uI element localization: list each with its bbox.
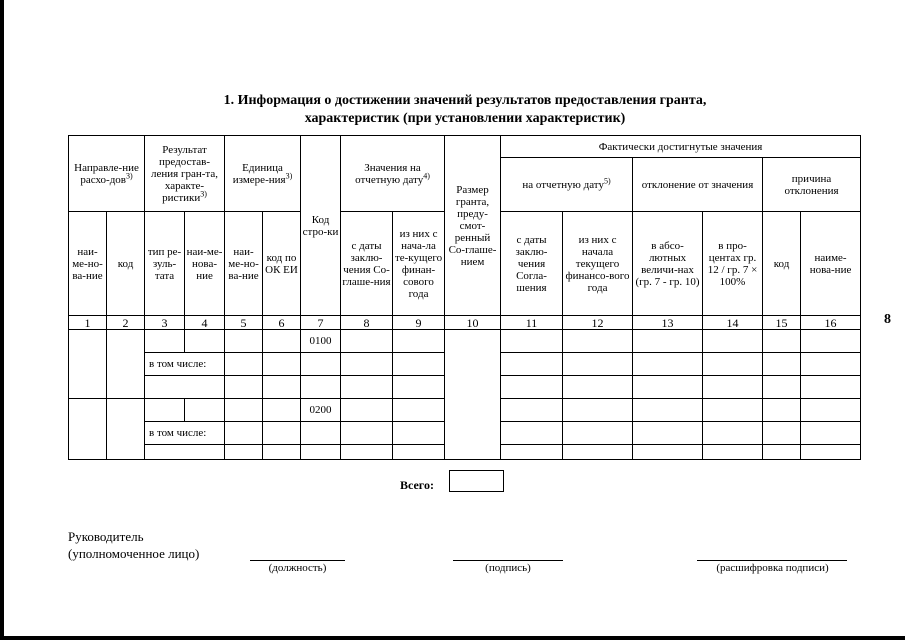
table-cell — [225, 353, 263, 376]
subheader-unit-name: наи-ме-но-ва-ние — [225, 212, 263, 316]
scan-edge-bottom — [0, 636, 905, 640]
subheader-reason-name: наиме-нова-ние — [801, 212, 861, 316]
table-cell — [107, 330, 145, 399]
table-cell — [301, 376, 341, 399]
table-cell — [633, 330, 703, 353]
column-number: 12 — [563, 316, 633, 330]
table-cell — [703, 353, 763, 376]
signature-head-line-1: Руководитель — [68, 529, 144, 544]
table-cell — [563, 376, 633, 399]
subheader-actual-from-agreement: с даты заклю-чения Согла-шения — [501, 212, 563, 316]
table-cell — [501, 445, 563, 460]
table-cell — [225, 399, 263, 422]
table-cell — [225, 445, 263, 460]
table-cell — [341, 422, 393, 445]
column-number: 16 — [801, 316, 861, 330]
scan-edge-left — [0, 0, 4, 640]
table-cell — [393, 399, 445, 422]
header-deviation-reason: причина отклонения — [763, 158, 861, 212]
column-number: 3 — [145, 316, 185, 330]
total-value-box — [449, 470, 504, 492]
table-cell — [145, 376, 225, 399]
table-cell — [393, 445, 445, 460]
table-cell — [185, 330, 225, 353]
table-cell — [501, 353, 563, 376]
table-cell — [263, 376, 301, 399]
column-number: 9 — [393, 316, 445, 330]
column-number: 14 — [703, 316, 763, 330]
table-cell — [341, 445, 393, 460]
table-cell — [341, 399, 393, 422]
including-label: в том числе: — [145, 353, 225, 376]
table-cell — [301, 422, 341, 445]
table-cell — [563, 422, 633, 445]
table-cell — [69, 399, 107, 460]
header-actual-at-date: на отчетную дату$^{5)}$ — [501, 158, 633, 212]
table-cell — [763, 330, 801, 353]
table-cell — [393, 353, 445, 376]
table-cell — [801, 353, 861, 376]
column-number: 13 — [633, 316, 703, 330]
sign-caption: (подпись) — [485, 562, 531, 574]
table-cell — [393, 330, 445, 353]
table-cell — [801, 330, 861, 353]
subheader-reason-code: код — [763, 212, 801, 316]
signature-head — [68, 528, 199, 562]
header-row-code: Код стро-ки — [301, 136, 341, 316]
table-cell — [763, 445, 801, 460]
table-cell — [263, 445, 301, 460]
header-values-plan: Значения на отчетную дату$^{4)}$ — [341, 136, 445, 212]
table-cell — [703, 445, 763, 460]
including-label: в том числе: — [145, 422, 225, 445]
subheader-direction-name: наи-ме-но-ва-ние — [69, 212, 107, 316]
column-number: 8 — [341, 316, 393, 330]
table-cell — [801, 422, 861, 445]
table-cell — [763, 353, 801, 376]
table-cell — [501, 330, 563, 353]
signature-head-line-2: (уполномоченное лицо) — [68, 546, 200, 561]
subheader-deviation-percent: в про-центах гр. 12 / гр. 7 × 100% — [703, 212, 763, 316]
table-cell — [301, 445, 341, 460]
section-title — [120, 92, 810, 128]
row-code-cell: 0100 — [301, 330, 341, 353]
decoding-caption: (расшифровка подписи) — [716, 562, 829, 574]
table-cell — [341, 353, 393, 376]
subheader-plan-from-agreement: с даты заклю-чения Со-глаше-ния — [341, 212, 393, 316]
column-number: 11 — [501, 316, 563, 330]
title-line-2: характеристик (при установлении характеристик) — [304, 111, 626, 126]
total-label: Всего: — [400, 478, 434, 492]
table-cell — [225, 422, 263, 445]
table-cell — [145, 399, 185, 422]
column-numbers-row — [69, 316, 861, 330]
table-cell — [225, 376, 263, 399]
row-code-cell: 0200 — [301, 399, 341, 422]
subheader-actual-from-year: из них с начала текущего финансо-вого года — [563, 212, 633, 316]
column-number: 4 — [185, 316, 225, 330]
table-cell — [563, 445, 633, 460]
table-cell — [225, 330, 263, 353]
title-line-1: 1. Информация о достижении значений результатов предоставления гранта, — [223, 93, 707, 108]
column-number: 5 — [225, 316, 263, 330]
header-result: Результат предостав-ления гран-та, характе-ристики$^{3)}$ — [145, 136, 225, 212]
header-deviation: отклонение от значения — [633, 158, 763, 212]
subheader-deviation-absolute: в абсо-лютных величи-нах (гр. 7 - гр. 10) — [633, 212, 703, 316]
table-cell — [145, 445, 225, 460]
header-unit: Единица измере-ния$^{3)}$ — [225, 136, 301, 212]
column-number: 1 — [69, 316, 107, 330]
subheader-result-name: наи-ме-нова-ние — [185, 212, 225, 316]
table-cell — [563, 353, 633, 376]
header-grant-size: Размер гранта, преду-смот-ренный Со-глаше-нием — [445, 136, 501, 316]
table-cell — [69, 330, 107, 399]
table-cell — [263, 330, 301, 353]
table-row — [69, 330, 861, 353]
table-cell — [801, 376, 861, 399]
table-cell — [263, 422, 301, 445]
table-cell — [301, 353, 341, 376]
table-cell — [263, 353, 301, 376]
table-cell — [703, 422, 763, 445]
position-signature-line — [250, 560, 345, 561]
column-number: 10 — [445, 316, 501, 330]
page-number: 8 — [884, 312, 891, 327]
subheader-unit-okei: код по ОК ЕИ — [263, 212, 301, 316]
table-cell — [703, 330, 763, 353]
column-number: 2 — [107, 316, 145, 330]
table-cell — [501, 399, 563, 422]
column-number: 6 — [263, 316, 301, 330]
results-table — [68, 135, 861, 460]
table-cell — [145, 330, 185, 353]
table-cell — [801, 399, 861, 422]
table-cell — [341, 376, 393, 399]
table-cell — [501, 422, 563, 445]
decoding-signature-line — [697, 560, 847, 561]
subheader-result-type: тип ре-зуль-тата — [145, 212, 185, 316]
table-cell — [763, 399, 801, 422]
position-caption: (должность) — [268, 562, 327, 574]
table-cell — [633, 399, 703, 422]
table-cell — [393, 422, 445, 445]
table-cell — [763, 422, 801, 445]
subheader-plan-from-year: из них с нача-ла те-кущего финан-сового года — [393, 212, 445, 316]
table-cell — [633, 376, 703, 399]
table-cell — [341, 330, 393, 353]
table-cell — [703, 399, 763, 422]
table-cell — [393, 376, 445, 399]
table-cell — [107, 399, 145, 460]
table-cell — [633, 353, 703, 376]
subheader-direction-code: код — [107, 212, 145, 316]
table-cell — [633, 422, 703, 445]
column-number: 15 — [763, 316, 801, 330]
table-cell — [185, 399, 225, 422]
table-cell — [633, 445, 703, 460]
header-direction: Направле-ние расхо-дов$^{3)}$ — [69, 136, 145, 212]
table-cell — [763, 376, 801, 399]
table-cell — [801, 445, 861, 460]
column-number: 7 — [301, 316, 341, 330]
table-cell — [263, 399, 301, 422]
table-cell — [563, 399, 633, 422]
sign-signature-line — [453, 560, 563, 561]
table-cell — [563, 330, 633, 353]
header-actual: Фактически достигнутые значения — [501, 136, 861, 158]
table-cell — [501, 376, 563, 399]
table-cell — [703, 376, 763, 399]
grant-size-cell — [445, 330, 501, 460]
